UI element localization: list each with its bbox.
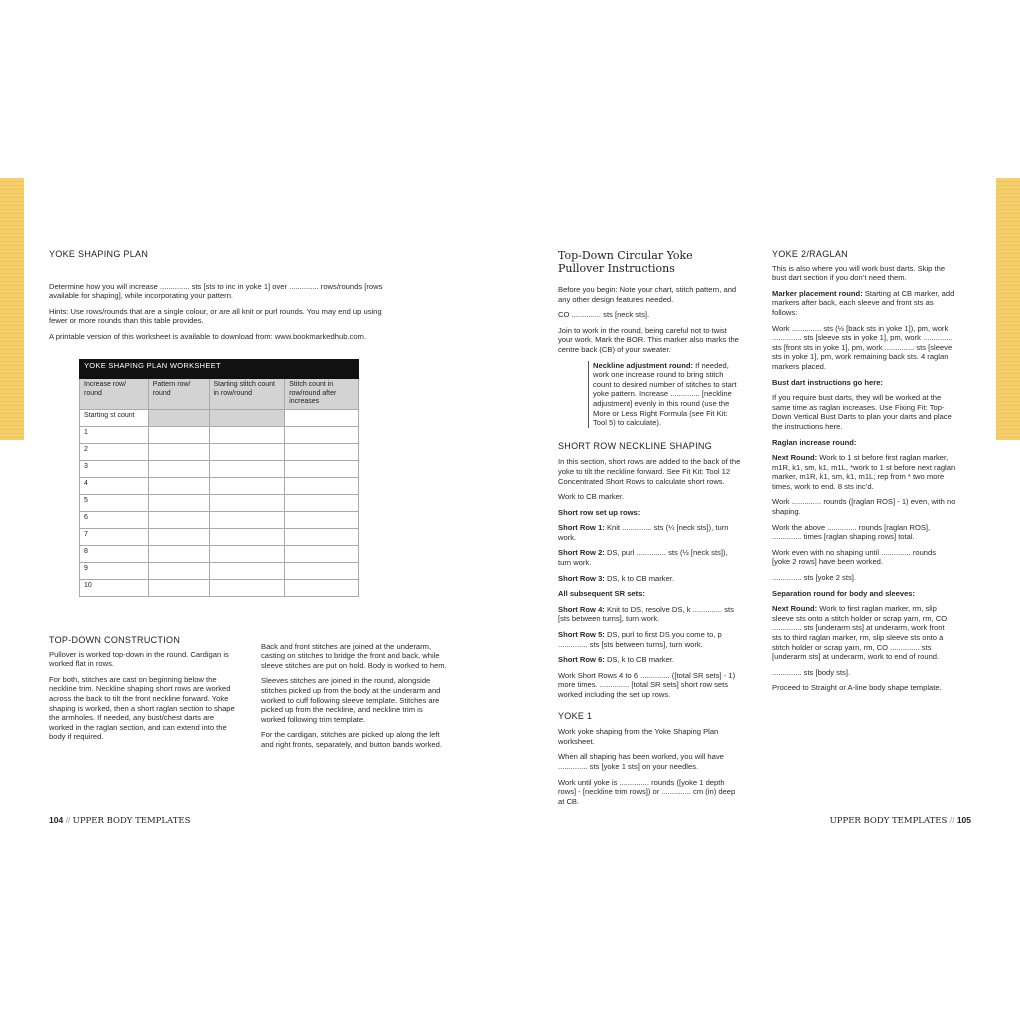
empty-cell (209, 495, 285, 512)
row-number: 6 (80, 512, 149, 529)
empty-cell (148, 580, 209, 597)
left-footer (49, 815, 190, 826)
sr5-label: Short Row 5: (558, 630, 605, 640)
yoke-1-p1: Work yoke shaping from the Yoke Shaping Plan worksheet. (558, 727, 719, 746)
empty-cell (209, 410, 285, 427)
empty-cell (209, 563, 285, 580)
next-round-text: Work to 1 st before first raglan marker, m1R, k1, sm, k1, m1L, *work to 1 st before next raglan marker, m1R, k1, sm, k1, m1L; rep from * two more times, work to end. 8 sts inc’d. (772, 453, 956, 491)
short-row-1 (558, 523, 742, 542)
worksheet-table-wrap (79, 359, 359, 597)
table-row (80, 461, 359, 478)
empty-cell (285, 563, 359, 580)
sr1-text: Knit .............. sts (¼ [neck sts]), turn work. (558, 523, 729, 542)
row-number: 1 (80, 427, 149, 444)
empty-cell (148, 427, 209, 444)
raglan-p4: Work even with no shaping until .............. rounds [yoke 2 rows] have been worked. (772, 547, 937, 567)
marker-list: Work .............. sts (½ [back sts in yoke 1]), pm, work .............. sts [sleeve sts in yoke 1], pm, work .............. sts [front sts in yoke 1], pm, work .............. sts [sleeve sts in yoke 1], pm, work remaining back sts. 4 raglan markers placed. (772, 323, 953, 371)
yoke-1-heading: YOKE 1 (558, 710, 593, 721)
empty-cell (148, 478, 209, 495)
subsequent-label (558, 589, 742, 599)
separation-label: Next Round: (772, 604, 818, 614)
row-number: 8 (80, 546, 149, 563)
empty-cell (285, 495, 359, 512)
yoke-1-p3: Work until yoke is .............. rounds ([yoke 1 depth rows] - [neckline trim rows]) or .............. cm (in) deep at CB. (558, 777, 736, 806)
raglan-next-round (772, 453, 956, 491)
yoke-2-intro: This is also where you will work bust darts. Skip the bust dart section if you don’t need them. (772, 263, 946, 283)
sr5-text: DS, purl to first DS you come to, p .............. sts [sts between turns], turn work. (558, 630, 722, 649)
empty-cell (209, 529, 285, 546)
construction-paragraph: Sleeves stitches are joined in the round, alongside stitches picked up from the body at the underarm and worked to cuff following sleeve template. Stitches are picked up from the neckline, and neckline trim is worked following trim template. (261, 676, 441, 724)
join-in-round: Join to work in the round, being careful not to twist your work. Mark the BOR. This marker also marks the centre back (CB) of your sweater. (558, 325, 739, 354)
separation-round (772, 604, 956, 662)
plan-hints: Hints: Use rows/rounds that are a single colour, or are all knit or purl rounds. You may end up using fewer or more rounds than this table provides. (49, 306, 382, 326)
next-round-label: Next Round: (772, 453, 818, 463)
neckline-label: Neckline adjustment round: (593, 360, 693, 370)
empty-cell (148, 563, 209, 580)
footer-section: UPPER BODY TEMPLATES (829, 816, 948, 826)
empty-cell (285, 444, 359, 461)
separation-text: Work to first raglan marker, rm, slip sleeve sts onto a stitch holder or scrap yarn, rm, CO .............. sts [underarm sts] at underarm, work front sts to third raglan marker, rm, slip sleeve sts onto a stitch holder or scrap yarn, rm, CO .............. sts [underarm sts] at underarm, work to end of round. (772, 604, 948, 662)
worksheet-header-row (80, 379, 359, 410)
construction-paragraph: For both, stitches are cast on beginning below the neckline trim. Neckline shaping short rows are worked across the back to tilt the front neckline forward. Yoke shaping is worked, then a short raglan section to shape the armholes. If needed, any bust/chest darts are worked in the raglan section, and can extend into the body if required. (49, 674, 235, 742)
empty-cell (148, 529, 209, 546)
empty-cell (148, 495, 209, 512)
empty-cell (209, 546, 285, 563)
raglan-p3: Work the above .............. rounds [raglan ROS], .............. times [raglan shaping rows] total. (772, 522, 931, 542)
cast-on: CO .............. sts [neck sts]. (558, 310, 650, 320)
short-row-repeat: Work Short Rows 4 to 6 .............. ([total SR sets] - 1) more times. .............. [total SR sets] short row sets worked including the set up rows. (558, 670, 736, 699)
raglan-heading (772, 438, 956, 448)
short-row-3 (558, 574, 742, 584)
construction-paragraph: Back and front stitches are joined at the underarm, casting on stitches to bridge the front and back, while sleeve stitches are put on hold. Body is worked to hem. (261, 641, 447, 670)
empty-cell (209, 461, 285, 478)
table-row (80, 444, 359, 461)
setup-label-text: Short row set up rows: (558, 507, 641, 517)
sr4-text: Knit to DS, resolve DS, k .............. sts [sts between turns], turn work. (558, 604, 734, 624)
marker-label: Marker placement round: (772, 288, 863, 298)
plan-download-note: A printable version of this worksheet is available to download from: www.bookmarkedhub.com. (49, 331, 366, 341)
sr3-text: DS, k to CB marker. (604, 573, 675, 583)
footer-section: UPPER BODY TEMPLATES (72, 816, 191, 826)
row-number: 2 (80, 444, 149, 461)
empty-cell (148, 444, 209, 461)
sr4-label: Short Row 4: (558, 604, 605, 614)
footer-separator: // (65, 815, 71, 825)
empty-cell (209, 512, 285, 529)
header-cell: Pattern row/ round (148, 379, 209, 410)
right-column-2 (772, 250, 956, 699)
empty-cell (285, 461, 359, 478)
empty-cell (285, 427, 359, 444)
yoke-1-p2: When all shaping has been worked, you will have .............. sts [yoke 1 sts] on your needles. (558, 752, 724, 771)
empty-cell (148, 546, 209, 563)
short-row-heading: SHORT ROW NECKLINE SHAPING (558, 440, 712, 451)
bust-heading-text: Bust dart instructions go here: (772, 377, 883, 387)
table-row (80, 427, 359, 444)
empty-cell (209, 427, 285, 444)
page-number: 104 (49, 815, 64, 825)
empty-cell (209, 478, 285, 495)
row-number: 5 (80, 495, 149, 512)
pattern-title: Top-Down Circular Yoke Pullover Instructions (558, 249, 693, 275)
construction-col-2 (261, 642, 448, 756)
raglan-p2: Work .............. rounds ([raglan ROS] - 1) even, with no shaping. (772, 497, 956, 517)
sr6-label: Short Row 6: (558, 655, 605, 665)
bust-heading (772, 378, 956, 388)
subsequent-label-text: All subsequent SR sets: (558, 589, 645, 599)
row-label: Starting st count (80, 410, 149, 427)
worksheet-title: YOKE SHAPING PLAN WORKSHEET (80, 360, 359, 379)
yoke-shaping-plan-heading: YOKE SHAPING PLAN (49, 249, 149, 259)
short-row-4 (558, 605, 742, 624)
table-row (80, 495, 359, 512)
row-number: 10 (80, 580, 149, 597)
empty-cell (285, 512, 359, 529)
srn-intro: In this section, short rows are added to the back of the yoke to tilt the neckline forward. See Fit Kit: Tool 12 Concentrated Short Rows to calculate short rows. (558, 457, 741, 486)
separation-heading (772, 589, 956, 599)
construction-paragraph: For the cardigan, stitches are picked up along the left and right fronts, separately, and button bands worked. (261, 730, 442, 749)
table-row (80, 529, 359, 546)
setup-label (558, 508, 742, 518)
short-row-2 (558, 548, 742, 567)
page-number: 105 (956, 815, 971, 825)
table-row (80, 546, 359, 563)
plan-paragraph: Determine how you will increase .............. sts [sts to inc in yoke 1] over .............. rows/rounds [rows available for shaping], while incorporating your pattern. (49, 281, 383, 301)
construction-section (49, 636, 449, 756)
empty-cell (209, 580, 285, 597)
right-page-tab (996, 178, 1020, 440)
yoke-2-heading: YOKE 2/RAGLAN (772, 249, 848, 259)
header-cell: Stitch count in row/round after increases (285, 379, 359, 410)
row-number: 9 (80, 563, 149, 580)
table-row (80, 512, 359, 529)
empty-cell (148, 512, 209, 529)
empty-cell (285, 546, 359, 563)
worksheet-table (79, 359, 359, 597)
sr2-text: DS, purl .............. sts (½ [neck sts]), turn work. (558, 548, 728, 568)
empty-cell (148, 461, 209, 478)
neckline-adjustment (588, 361, 742, 428)
srn-cb: Work to CB marker. (558, 492, 625, 502)
empty-cell (285, 410, 359, 427)
short-row-5 (558, 630, 742, 649)
footer-separator: // (949, 815, 955, 825)
construction-paragraph: Pullover is worked top-down in the round. Cardigan is worked flat in rows. (49, 649, 229, 669)
header-cell: Starting stitch count in row/round (209, 379, 285, 410)
empty-cell (209, 444, 285, 461)
right-column-1 (558, 249, 742, 812)
row-number: 3 (80, 461, 149, 478)
body-sts: .............. sts [body sts]. (772, 667, 851, 677)
short-row-6 (558, 655, 742, 665)
table-row (80, 580, 359, 597)
sr1-label: Short Row 1: (558, 523, 605, 533)
sr2-label: Short Row 2: (558, 548, 605, 558)
row-number: 4 (80, 478, 149, 495)
construction-col-1 (49, 650, 236, 756)
separation-heading-text: Separation round for body and sleeves: (772, 588, 916, 598)
sr3-label: Short Row 3: (558, 573, 605, 583)
construction-heading: TOP-DOWN CONSTRUCTION (49, 635, 181, 645)
table-row (80, 478, 359, 495)
left-page-top (49, 250, 399, 348)
table-row (80, 563, 359, 580)
marker-placement (772, 289, 956, 318)
raglan-p5: .............. sts [yoke 2 sts]. (772, 573, 856, 583)
neckline-text: If needed, work one increase round to bring stitch count to desired number of stitches to start yoke pattern. Increase .............. [neckline adjustment] evenly in this round (use the More or Less Right Formula (see Fit Kit: Tool 5) to calculate). (593, 360, 737, 428)
raglan-heading-text: Raglan increase round: (772, 437, 857, 447)
bust-text: If you require bust darts, they will be worked at the same time as raglan increases. Use Fixing Fit: Top-Down Vertical Bust Darts to plan your darts and place the instructions here. (772, 393, 952, 431)
left-page-tab (0, 178, 24, 440)
empty-cell (285, 478, 359, 495)
empty-cell (285, 580, 359, 597)
right-footer (830, 815, 971, 826)
header-cell: Increase row/ round (80, 379, 149, 410)
before-you-begin: Before you begin: Note your chart, stitch pattern, and any other design features needed. (558, 285, 737, 304)
sr6-text: DS, k to CB marker. (604, 655, 675, 665)
empty-cell (285, 529, 359, 546)
empty-cell (148, 410, 209, 427)
table-row (80, 410, 359, 427)
marker-text: Starting at CB marker, add markers after back, each sleeve and front sts as follows: (772, 288, 955, 317)
proceed-note: Proceed to Straight or A-line body shape template. (772, 683, 942, 693)
row-number: 7 (80, 529, 149, 546)
